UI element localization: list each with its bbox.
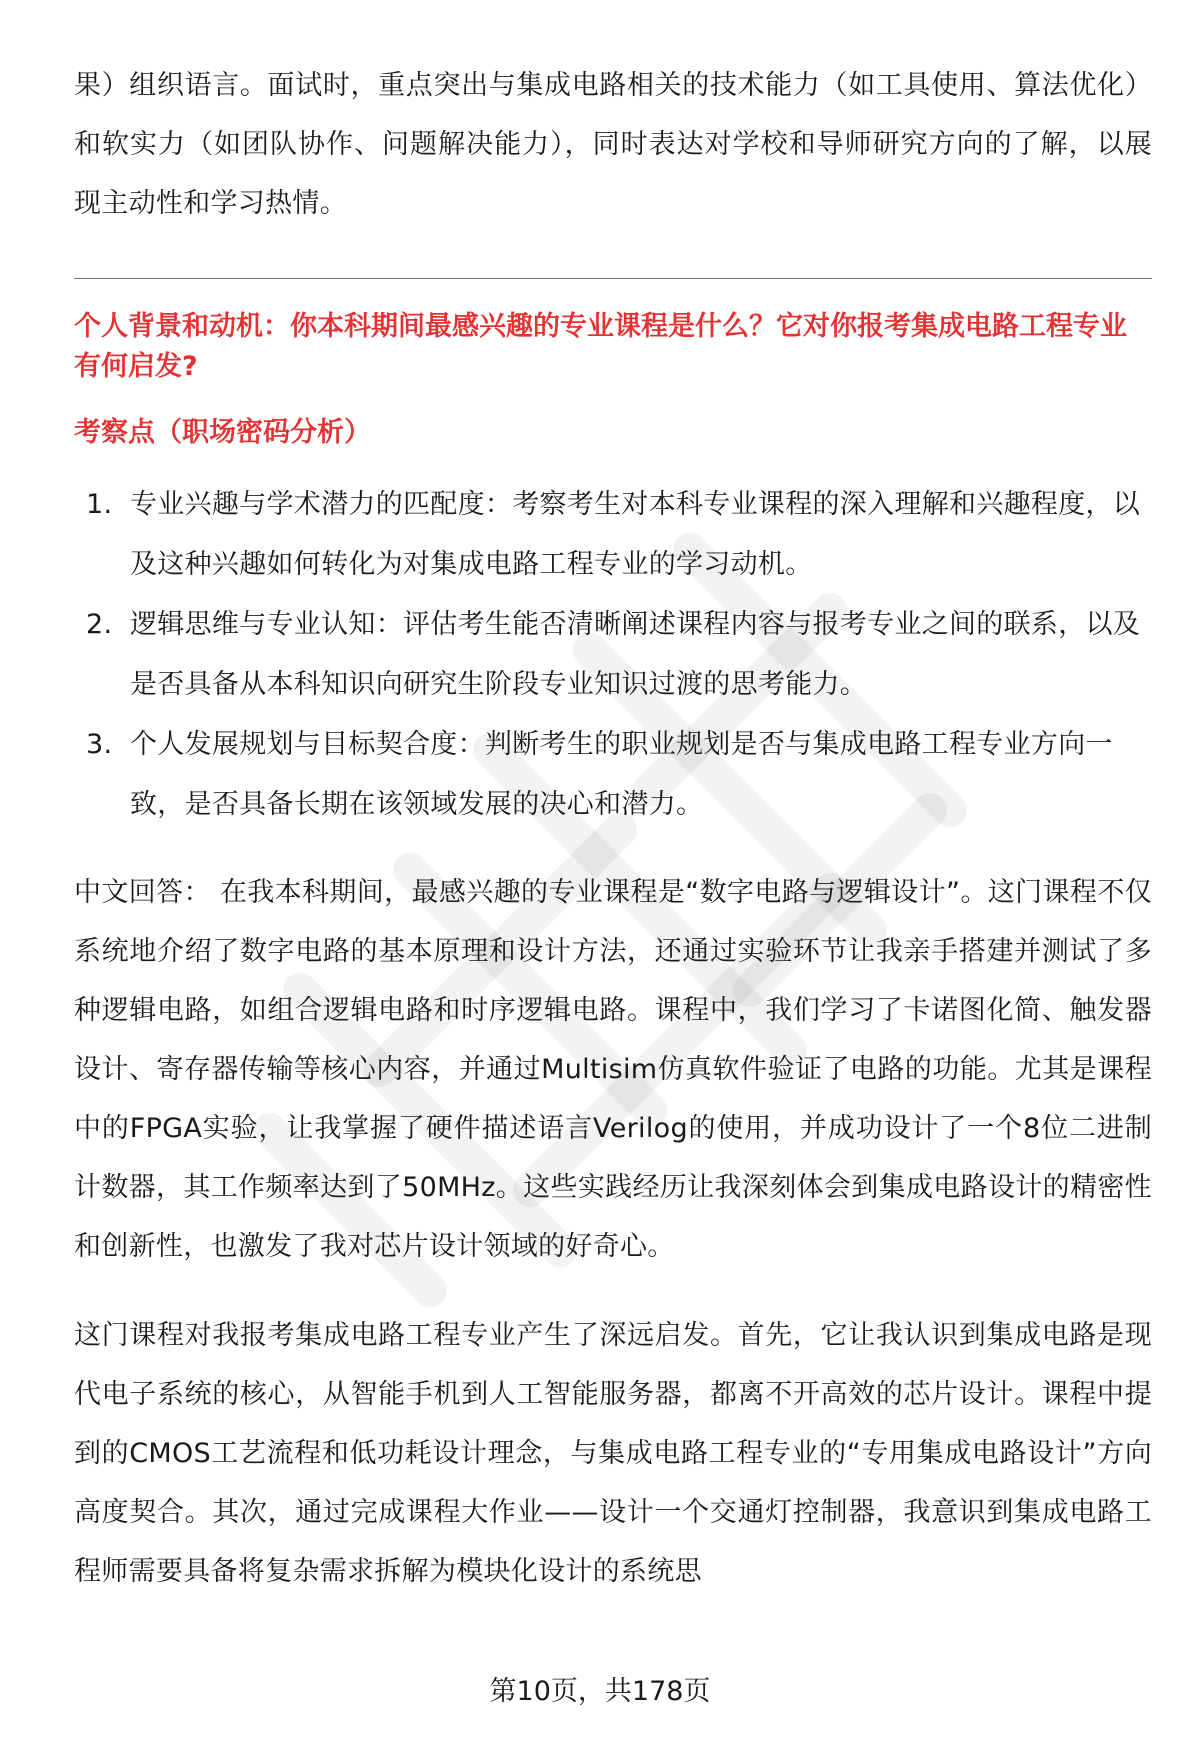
- list-item: [74, 595, 1152, 715]
- intro-paragraph: 果）组织语言。面试时，重点突出与集成电路相关的技术能力（如工具使用、算法优化）和软实力（如团队协作、问题解决能力），同时表达对学校和导师研究方向的了解，以展现主动性和学习热情。: [74, 70, 1152, 219]
- page-content: [74, 56, 1152, 1601]
- list-item-text: 专业兴趣与学术潜力的匹配度：考察考生对本科专业课程的深入理解和兴趣程度，以及这种兴趣如何转化为对集成电路工程专业的学习动机。: [130, 489, 1141, 580]
- list-item-number: 3.: [86, 729, 113, 760]
- assessment-points-heading: 考察点（职场密码分析）: [74, 417, 371, 448]
- list-item-text: 个人发展规划与目标契合度：判断考生的职业规划是否与集成电路工程专业方向一致，是否具备长期在该领域发展的决心和潜力。: [130, 729, 1113, 820]
- answer-paragraph-1: 中文回答： 在我本科期间，最感兴趣的专业课程是“数字电路与逻辑设计”。这门课程不仅系统地介绍了数字电路的基本原理和设计方法，还通过实验环节让我亲手搭建并测试了多种逻辑电路，如组合逻辑电路和时序逻辑电路。课程中，我们学习了卡诺图化简、触发器设计、寄存器传输等核心内容，并通过Multisim仿真软件验证了电路的功能。尤其是课程中的FPGA实验，让我掌握了硬件描述语言Verilog的使用，并成功设计了一个8位二进制计数器，其工作频率达到了50MHz。这些实践经历让我深刻体会到集成电路设计的精密性和创新性，也激发了我对芯片设计领域的好奇心。: [74, 877, 1152, 1262]
- answer-paragraph-2: 这门课程对我报考集成电路工程专业产生了深远启发。首先，它让我认识到集成电路是现代电子系统的核心，从智能手机到人工智能服务器，都离不开高效的芯片设计。课程中提到的CMOS工艺流程和低功耗设计理念，与集成电路工程专业的“专用集成电路设计”方向高度契合。其次，通过完成课程大作业——设计一个交通灯控制器，我意识到集成电路工程师需要具备将复杂需求拆解为模块化设计的系统思: [74, 1320, 1152, 1587]
- list-item-text: 逻辑思维与专业认知：评估考生能否清晰阐述课程内容与报考专业之间的联系，以及是否具备从本科知识向研究生阶段专业知识过渡的思考能力。: [130, 609, 1141, 700]
- list-item: [74, 475, 1152, 595]
- list-item-number: 2.: [86, 609, 113, 640]
- section-divider: [74, 278, 1152, 279]
- list-item-number: 1.: [86, 489, 113, 520]
- list-item: [74, 715, 1152, 835]
- assessment-points-list: [74, 475, 1152, 835]
- question-heading: 个人背景和动机：你本科期间最感兴趣的专业课程是什么？它对你报考集成电路工程专业有何启发?: [74, 311, 1127, 382]
- page-number-footer: 第10页，共178页: [489, 1676, 711, 1707]
